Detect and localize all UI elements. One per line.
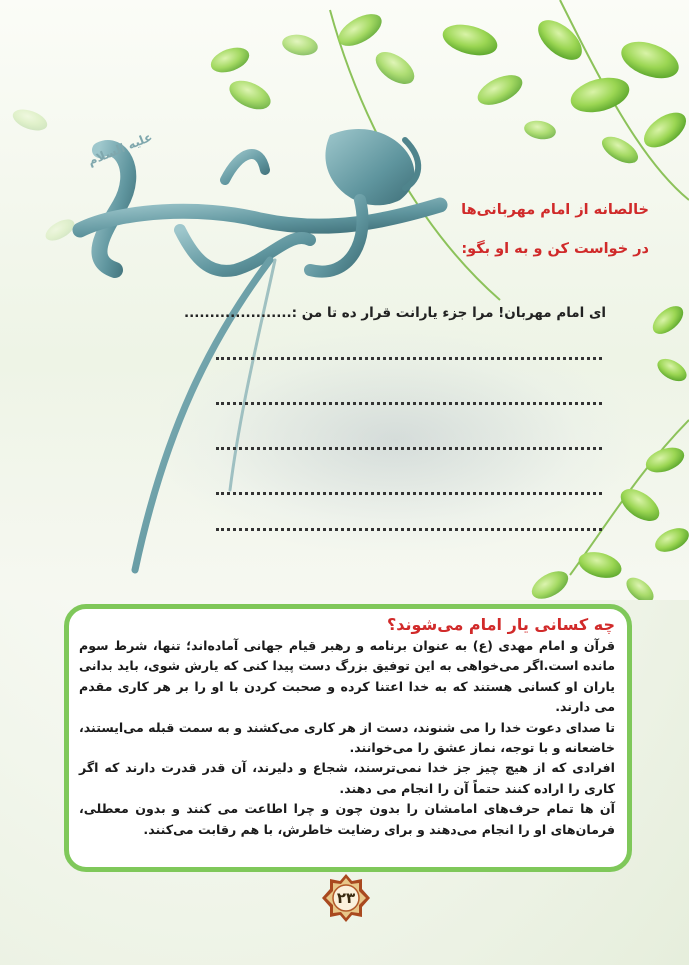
leaf-icon [615, 483, 665, 528]
fill-in-blank-line[interactable] [216, 522, 602, 531]
info-box [64, 604, 632, 872]
fill-in-blank-line[interactable] [216, 441, 602, 450]
leaf-icon [638, 106, 689, 155]
leaf-icon [370, 46, 420, 91]
leaf-icon [622, 573, 658, 600]
leaf-icon [576, 548, 625, 583]
fill-in-blank-line[interactable] [216, 486, 602, 495]
info-paragraph: قرآن و امام مهدی (ع) به عنوان برنامه و رهبر قیام جهانی آماده‌اند؛ تنها، شرط سوم مانده است.اگر می‌خواهی به این توفیق بزرگ دست پیدا کنی که یارش شوی، باید بدانی یاران او کسانی هستند که به خدا اعتنا کرده و صحبت کردن با او را بر هر کاری مقدم می دارند. [79, 638, 615, 715]
info-paragraph: تا صدای دعوت خدا را می شنوند، دست از هر کاری می‌کشند و به سمت قبله می‌ایستند، خاضعانه و با توجه، نماز عشق را می‌خوانند. [79, 719, 615, 756]
leaf-icon [207, 43, 252, 77]
leaf-icon [654, 354, 689, 386]
fill-in-blank-line[interactable] [216, 351, 602, 360]
leaf-icon [616, 35, 683, 86]
info-paragraph: آن ها تمام حرف‌های امامشان را بدون چون و چرا اطاعت می کنند و بدون معطلی، فرمان‌های او را انجام می‌دهند و برای رضایت خاطرش، با هم رقابت می‌کنند. [79, 801, 615, 837]
leaf-icon [642, 443, 687, 477]
info-box-title: چه کسانی یار امام می‌شوند؟ [386, 615, 615, 634]
calligraphy-emblem [60, 110, 460, 590]
leaf-icon [648, 301, 688, 339]
leaf-icon [473, 69, 527, 111]
page-number: ۲۳ [336, 889, 356, 907]
calligraphy-subtitle: علیه السلام [85, 129, 155, 169]
leaf-icon [567, 72, 633, 118]
leaf-icon [439, 19, 500, 61]
leaf-icon [281, 32, 320, 58]
leaf-icon [527, 565, 573, 600]
prompt-line-2: در خواست کن و به او بگو: [461, 241, 649, 257]
page-number-ornament [321, 873, 371, 923]
prompt-line-1: خالصانه از امام مهربانی‌ها [461, 202, 649, 218]
leaf-icon [523, 118, 558, 141]
info-paragraph: افرادی که از هیچ چیز جز خدا نمی‌ترسند، شجاع و دلیرند، آن قدر قدرت دارند که اگر کاری را اراده کنند حتماً آن را انجام می دهند. [79, 760, 615, 796]
leaf-icon [10, 105, 50, 134]
fill-in-sentence: ای امام مهربان! مرا جزء یارانت قرار ده تا من :..................... [183, 305, 606, 321]
leaf-icon [651, 523, 689, 556]
info-box-content [79, 615, 615, 840]
fill-in-blank-line[interactable] [216, 396, 602, 405]
